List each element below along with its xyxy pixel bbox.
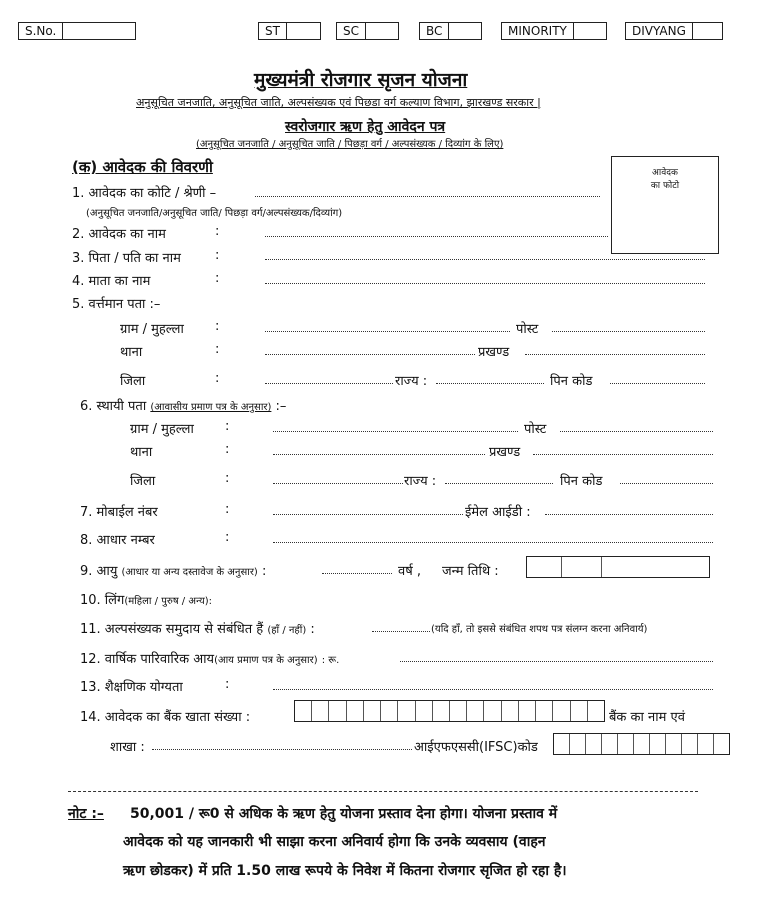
minority-box[interactable] <box>501 22 607 40</box>
field-bank-account-label: 14. आवेदक का बैंक खाता संख्या : <box>80 710 251 725</box>
field-education-label: 13. शैक्षणिक योग्यता <box>80 680 183 695</box>
dob-boxes[interactable] <box>526 556 710 578</box>
present-village-line[interactable] <box>265 331 510 332</box>
field-father-label: 3. पिता / पति का नाम <box>72 251 181 266</box>
permanent-block-line[interactable] <box>533 454 713 455</box>
field-name-line[interactable] <box>265 236 608 237</box>
st-box[interactable] <box>258 22 321 40</box>
photo-label-1: आवेदक <box>652 168 678 178</box>
present-post-label: पोस्ट <box>516 322 539 337</box>
bc-box[interactable] <box>419 22 482 40</box>
permanent-thana-line[interactable] <box>273 454 485 455</box>
permanent-pincode-line[interactable] <box>620 483 713 484</box>
colon: : <box>225 471 230 486</box>
gender-text: 10. लिंग <box>80 593 125 608</box>
colon: : <box>225 677 230 692</box>
permanent-address-text: 6. स्थायी पता <box>80 399 147 414</box>
section-a-heading: (क) आवेदक की विवरणी <box>72 158 213 176</box>
colon: : <box>215 319 220 334</box>
permanent-post-label: पोस्ट <box>524 422 547 437</box>
field-mobile-line[interactable] <box>273 514 463 515</box>
field-ifsc-label: आईएफएससी(IFSC)कोड <box>414 740 538 755</box>
sno-label: S.No. <box>19 23 63 39</box>
field-branch-line[interactable] <box>152 749 412 750</box>
permanent-village-line[interactable] <box>273 431 518 432</box>
st-label: ST <box>259 23 287 39</box>
field-mother-line[interactable] <box>265 283 705 284</box>
colon: : <box>215 271 220 286</box>
field-category-label: 1. आवेदक का कोटि / श्रेणी – <box>72 186 217 201</box>
present-state-label: राज्य : <box>395 374 428 389</box>
income-tail: : रू. <box>321 655 340 666</box>
field-minority-note: (यदि हाँ, तो इससे संबंधित शपथ पत्र संलग्न करना अनिवार्य) <box>431 624 648 635</box>
permanent-address-note: (आवासीय प्रमाण पत्र के अनुसार) <box>150 402 272 413</box>
permanent-pincode-label: पिन कोड <box>560 474 603 489</box>
field-education-line[interactable] <box>273 689 713 690</box>
colon: : <box>215 248 220 263</box>
present-district-line[interactable] <box>265 383 393 384</box>
field-age-line[interactable] <box>322 573 392 574</box>
scheme-title: मुख्यमंत्री रोजगार सृजन योजना <box>254 69 468 91</box>
divyang-label: DIVYANG <box>626 23 693 39</box>
field-minority-label <box>80 619 315 637</box>
colon: : <box>225 442 230 457</box>
permanent-block-label: प्रखण्ड <box>489 445 521 460</box>
divyang-box[interactable] <box>625 22 723 40</box>
dob-cell[interactable] <box>562 557 602 577</box>
colon: : <box>310 622 315 637</box>
field-name-label: 2. आवेदक का नाम <box>72 227 166 242</box>
present-thana-label: थाना <box>120 345 143 360</box>
photo-label-2: का फोटो <box>650 181 680 191</box>
present-thana-line[interactable] <box>265 354 475 355</box>
field-category-note: (अनुसूचित जनजाति/अनुसूचित जाति/ पिछड़ा वर्ग/अल्पसंख्यक/दिव्यांग) <box>86 208 343 219</box>
note-line-3: ऋण छोडकर) में प्रति 1.50 लाख रूपये के निवेश में कितना रोजगार सृजित हो रहा है। <box>123 863 567 879</box>
permanent-village-label: ग्राम / मुहल्ला <box>130 422 194 437</box>
dob-cell[interactable] <box>527 557 562 577</box>
note-line-2: आवेदक को यह जानकारी भी साझा करना अनिवार्य होगा कि उनके व्यवसाय (वाहन <box>123 834 546 850</box>
sc-box[interactable] <box>336 22 399 40</box>
permanent-district-line[interactable] <box>273 483 403 484</box>
colon: : <box>215 371 220 386</box>
note-label: नोट :– <box>68 806 104 822</box>
photo-box[interactable] <box>611 156 719 254</box>
colon: : <box>261 564 267 579</box>
permanent-district-label: जिला <box>130 474 156 489</box>
field-branch-label: शाखा : <box>110 740 145 755</box>
minority-text: 11. अल्पसंख्यक समुदाय से संबंधित हैं <box>80 622 264 637</box>
permanent-address-tail: :– <box>275 399 287 414</box>
separator-line <box>68 791 698 792</box>
field-aadhaar-line[interactable] <box>273 542 713 543</box>
permanent-thana-label: थाना <box>130 445 153 460</box>
gender-note: (महिला / पुरुष / अन्य): <box>124 596 213 607</box>
dob-cell[interactable] <box>602 557 709 577</box>
permanent-state-label: राज्य : <box>404 474 437 489</box>
field-email-label: ईमेल आईडी : <box>465 505 531 520</box>
present-pincode-label: पिन कोड <box>550 374 593 389</box>
field-present-address-label: 5. वर्त्तमान पता :– <box>72 297 161 312</box>
colon: : <box>215 224 220 239</box>
field-year-label: वर्ष , <box>398 564 422 579</box>
field-dob-label: जन्म तिथि : <box>442 564 499 579</box>
permanent-state-line[interactable] <box>445 483 553 484</box>
present-village-label: ग्राम / मुहल्ला <box>120 322 184 337</box>
field-income-label <box>80 649 339 667</box>
colon: : <box>215 342 220 357</box>
minority-label: MINORITY <box>502 23 574 39</box>
note-line-1: 50,001 / रू0 से अधिक के ऋण हेतु योजना प्रस्ताव देना होगा। योजना प्रस्ताव में <box>130 806 558 822</box>
present-block-label: प्रखण्ड <box>478 345 510 360</box>
field-mother-label: 4. माता का नाम <box>72 274 151 289</box>
field-gender-label <box>80 590 212 608</box>
minority-options: (हाँ / नहीं) <box>267 625 307 636</box>
field-mobile-label: 7. मोबाईल नंबर <box>80 505 158 520</box>
form-subtitle: (अनुसूचित जनजाति / अनुसूचित जाति / पिछड़ा वर्ग / अल्पसंख्यक / दिव्यांग के लिए) <box>196 139 504 150</box>
field-father-line[interactable] <box>265 259 705 260</box>
department-line: अनुसूचित जनजाति, अनुसूचित जाति, अल्पसंख्यक एवं पिछडा वर्ग कल्याण विभाग, झारखण्ड सरकार | <box>136 96 541 109</box>
field-income-line[interactable] <box>400 661 713 662</box>
field-bank-name-label: बैंक का नाम एवं <box>609 710 685 725</box>
field-minority-line[interactable] <box>372 631 430 632</box>
present-state-line[interactable] <box>436 383 544 384</box>
income-text: 12. वार्षिक पारिवारिक आय <box>80 652 215 667</box>
form-title: स्वरोजगार ऋण हेतु आवेदन पत्र <box>285 119 446 135</box>
field-category-line[interactable] <box>255 196 600 197</box>
present-pincode-line[interactable] <box>610 383 705 384</box>
colon: : <box>225 419 230 434</box>
income-note: (आय प्रमाण पत्र के अनुसार) <box>214 655 318 666</box>
bank-account-boxes[interactable] <box>294 700 605 722</box>
ifsc-boxes[interactable] <box>553 733 730 755</box>
age-note: (आधार या अन्य दस्तावेज के अनुसार) <box>121 567 258 578</box>
bc-label: BC <box>420 23 449 39</box>
sno-box[interactable] <box>18 22 136 40</box>
present-district-label: जिला <box>120 374 146 389</box>
field-permanent-address-label <box>80 396 286 414</box>
age-text: 9. आयु <box>80 564 118 579</box>
colon: : <box>225 530 230 545</box>
present-block-line[interactable] <box>525 354 705 355</box>
field-age-label <box>80 561 266 579</box>
sc-label: SC <box>337 23 366 39</box>
field-email-line[interactable] <box>545 514 713 515</box>
present-post-line[interactable] <box>552 331 705 332</box>
field-aadhaar-label: 8. आधार नम्बर <box>80 533 155 548</box>
colon: : <box>225 502 230 517</box>
permanent-post-line[interactable] <box>560 431 713 432</box>
